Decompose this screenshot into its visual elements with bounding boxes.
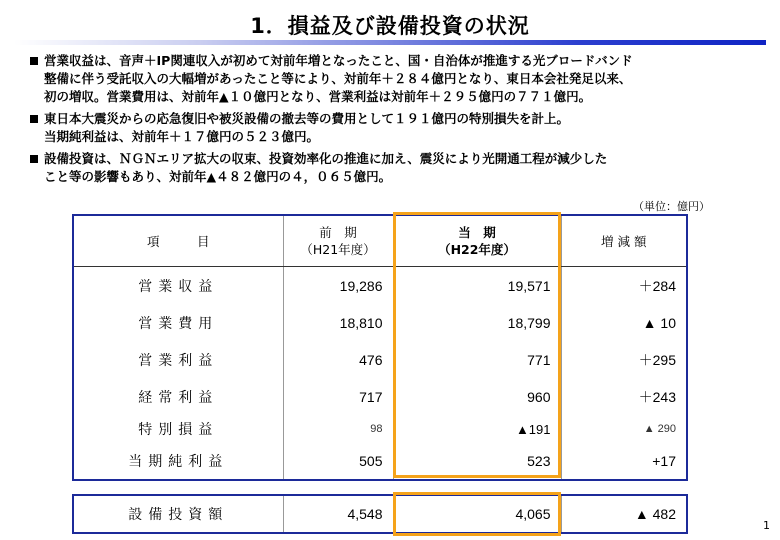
- bullet-text: 営業収益は、音声＋IP関連収入が初めて対前年増となったこと、国・自治体が推進する光ブロードバンド 整備に伴う受託収入の大幅増があったこと等により、対前年＋２８４億円となり、東日本会社発足以来、 初の増収。営業費用は、対前年▲１０億円となり、営業利益は対前年＋２９５億円の７７１億円。: [44, 53, 633, 104]
- capex-current-highlight: [393, 492, 561, 536]
- bullet-text: 東日本大震災からの応急復旧や被災設備の撤去等の費用として１９１億円の特別損失を計上。 当期純利益は、対前年＋１７億円の５２３億円。: [44, 111, 570, 144]
- row-label: 営業費用: [73, 304, 283, 341]
- row-curr-value: 18,799: [393, 304, 561, 341]
- bullet-item: [30, 150, 770, 186]
- page-number: 1: [763, 519, 770, 532]
- row-label: 営業収益: [73, 267, 283, 305]
- row-curr-value: 960: [393, 378, 561, 415]
- table-row: [73, 304, 687, 341]
- bullet-list: [30, 52, 770, 190]
- row-diff-value: ▲ 290: [561, 415, 687, 443]
- financial-table: [72, 214, 688, 481]
- row-diff-value: ＋284: [561, 267, 687, 305]
- header-prev-year: （H21年度）: [300, 242, 376, 257]
- bullet-square-icon: [30, 57, 38, 65]
- capex-label: 設備投資額: [73, 495, 283, 533]
- table-row: [73, 495, 687, 533]
- table-row: [73, 443, 687, 480]
- header-item: [73, 215, 283, 267]
- page-title: 1．損益及び設備投資の状況: [250, 14, 530, 38]
- row-label: 経常利益: [73, 378, 283, 415]
- row-diff-value: ＋295: [561, 341, 687, 378]
- row-label: 当期純利益: [73, 443, 283, 480]
- current-period-highlight: [393, 212, 561, 478]
- table-row: [73, 378, 687, 415]
- row-diff-value: +17: [561, 443, 687, 480]
- row-prev-value: 18,810: [283, 304, 393, 341]
- row-prev-value: 717: [283, 378, 393, 415]
- row-label: 特別損益: [73, 415, 283, 443]
- row-prev-value: 98: [283, 415, 393, 443]
- table-row: [73, 415, 687, 443]
- header-prev-period: [283, 215, 393, 267]
- row-prev-value: 505: [283, 443, 393, 480]
- row-prev-value: 476: [283, 341, 393, 378]
- header-diff-label: 増 減 額: [601, 233, 647, 249]
- header-diff: [561, 215, 687, 267]
- row-label: 営業利益: [73, 341, 283, 378]
- bullet-text: 設備投資は、ＮＧＮエリア拡大の収束、投資効率化の推進に加え、震災により光開通工程が減少した こと等の影響もあり、対前年▲４８２億円の４，０６５億円。: [44, 151, 608, 184]
- row-curr-value: 771: [393, 341, 561, 378]
- row-diff-value: ▲ 10: [561, 304, 687, 341]
- row-curr-value: 523: [393, 443, 561, 480]
- capex-table: [72, 494, 688, 534]
- header-item-label: 項 目: [146, 233, 210, 249]
- unit-label: （単位：億円）: [633, 200, 710, 213]
- table-row: [73, 341, 687, 378]
- header-prev-label: 前 期: [319, 225, 357, 240]
- bullet-item: [30, 52, 770, 106]
- capex-diff-value: ▲ 482: [561, 495, 687, 533]
- header-curr-year: （H22年度）: [438, 242, 516, 257]
- row-diff-value: ＋243: [561, 378, 687, 415]
- bullet-item: [30, 110, 770, 146]
- table-row: [73, 267, 687, 305]
- header-curr-label: 当 期: [458, 225, 496, 240]
- bullet-square-icon: [30, 155, 38, 163]
- row-curr-value: ▲191: [393, 415, 561, 443]
- capex-curr-value: 4,065: [393, 495, 561, 533]
- capex-prev-value: 4,548: [283, 495, 393, 533]
- row-curr-value: 19,571: [393, 267, 561, 305]
- row-prev-value: 19,286: [283, 267, 393, 305]
- table-header-row: [73, 215, 687, 267]
- title-divider: [14, 40, 766, 45]
- bullet-square-icon: [30, 115, 38, 123]
